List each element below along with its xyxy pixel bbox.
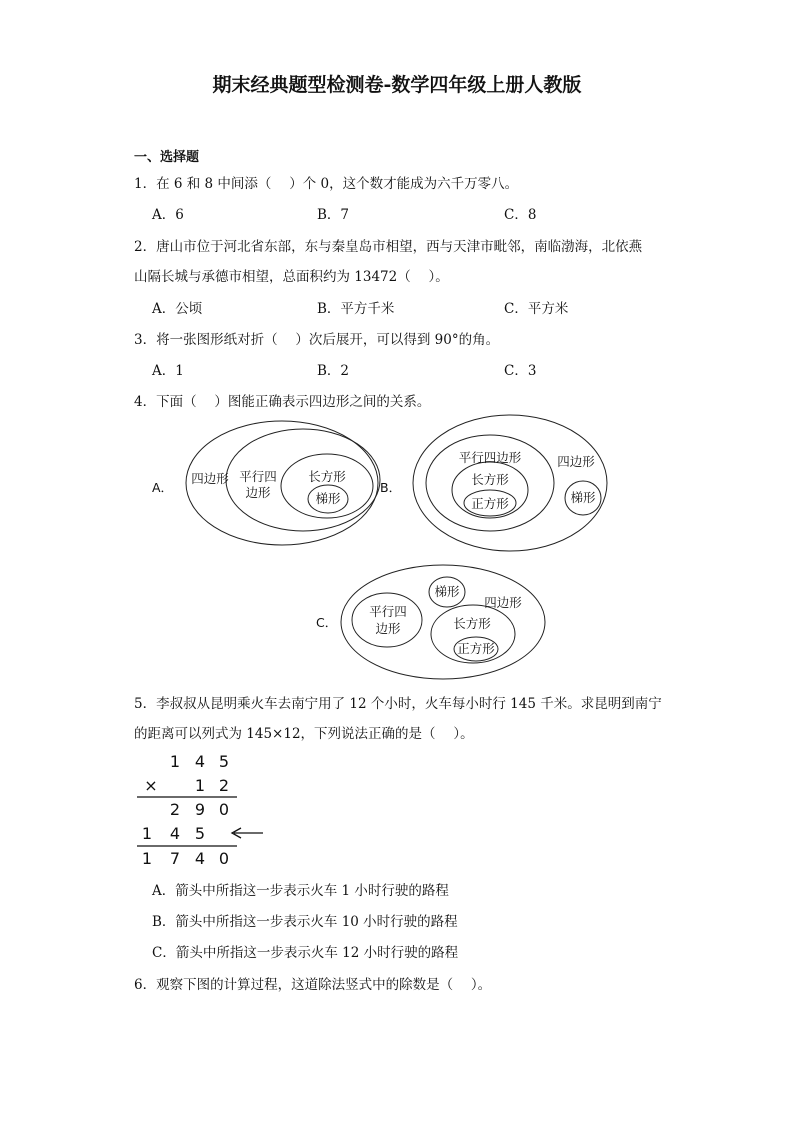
diagram-a-rect: 长方形 [308,469,346,484]
q2-option-b: B．平方千米 [317,301,395,317]
diagram-c-para-line1: 平行四 [369,604,407,619]
q3-option-b: B．2 [317,363,350,379]
diagram-a-label: A． [152,480,174,495]
diagram-c-trap: 梯形 [434,584,460,599]
diagram-c-label: C． [316,615,338,630]
page-title: 期末经典题型检测卷-数学四年级上册人教版 [212,74,582,96]
diagram-a-quad: 四边形 [191,471,229,486]
diagram-c-square: 正方形 [457,641,495,656]
q5-option-c: C．箭头中所指这一步表示火车 12 小时行驶的路程 [152,945,459,961]
diagram-a-para-line2: 边形 [245,485,271,500]
q5-option-b: B．箭头中所指这一步表示火车 10 小时行驶的路程 [152,914,458,930]
diagram-b-rect: 长方形 [471,472,509,487]
diagram-c-quad: 四边形 [484,595,522,610]
calc-r3-d3: 0 [218,800,230,819]
calc-r3-d2: 9 [194,800,206,819]
calc-r5-d2: 7 [169,849,181,868]
question-5-line1: 5．李叔叔从昆明乘火车去南宁用了 12 个小时，火车每小时行 145 千米。求昆明到南宁 [134,696,662,712]
diagram-b-quad: 四边形 [557,454,595,469]
calc-r3-d1: 2 [169,800,181,819]
diagram-b-trap: 梯形 [570,490,596,505]
calc-r1-d2: 4 [194,752,206,771]
q3-option-c: C．3 [504,363,537,379]
q2-option-a: A．公顷 [152,301,203,317]
calc-r1-d3: 5 [218,752,230,771]
question-6: 6．观察下图的计算过程，这道除法竖式中的除数是（ ）。 [134,977,492,993]
diagram-c-rect: 长方形 [453,616,491,631]
calc-r5-d1: 1 [141,849,153,868]
q2-option-c: C．平方米 [504,301,569,317]
question-4: 4．下面（ ）图能正确表示四边形之间的关系。 [134,394,431,410]
diagram-a-para-line1: 平行四 [239,469,277,484]
calc-times-sign: × [144,776,158,795]
diagram-b-label: B． [380,480,402,495]
left-arrow-icon [232,828,263,838]
calc-r2-d1: 1 [194,776,206,795]
q5-option-a: A．箭头中所指这一步表示火车 1 小时行驶的路程 [152,883,449,899]
calc-r5-d3: 4 [194,849,206,868]
diagram-b-para: 平行四边形 [458,450,522,465]
calc-r1-d1: 1 [169,752,181,771]
multiplication-calc [0,740,794,875]
question-2-line2: 山隔长城与承德市相望，总面积约为 13472（ ）。 [134,269,449,285]
calc-r5-d4: 0 [218,849,230,868]
calc-r4-d1: 1 [141,824,153,843]
q1-option-b: B．7 [317,207,350,223]
q1-option-c: C．8 [504,207,537,223]
diagram-c-para-line2: 边形 [375,621,401,636]
question-2-line1: 2．唐山市位于河北省东部，东与秦皇岛市相望，西与天津市毗邻，南临渤海，北依燕 [134,239,643,255]
diagram-a-trap: 梯形 [315,491,341,506]
question-3: 3．将一张图形纸对折（ ）次后展开，可以得到 90°的角。 [134,332,500,348]
section-heading-choice: 一、选择题 [134,150,200,165]
calc-r4-d3: 5 [194,824,206,843]
diagram-b-square: 正方形 [471,496,509,511]
question-1: 1．在 6 和 8 中间添（ ）个 0，这个数才能成为六千万零八。 [134,176,519,192]
question-5-line2: 的距离可以列式为 145×12，下列说法正确的是（ ）。 [134,726,474,742]
calc-r4-d2: 4 [169,824,181,843]
q3-option-a: A．1 [152,363,184,379]
calc-r2-d2: 2 [218,776,230,795]
q1-option-a: A．6 [152,207,184,223]
